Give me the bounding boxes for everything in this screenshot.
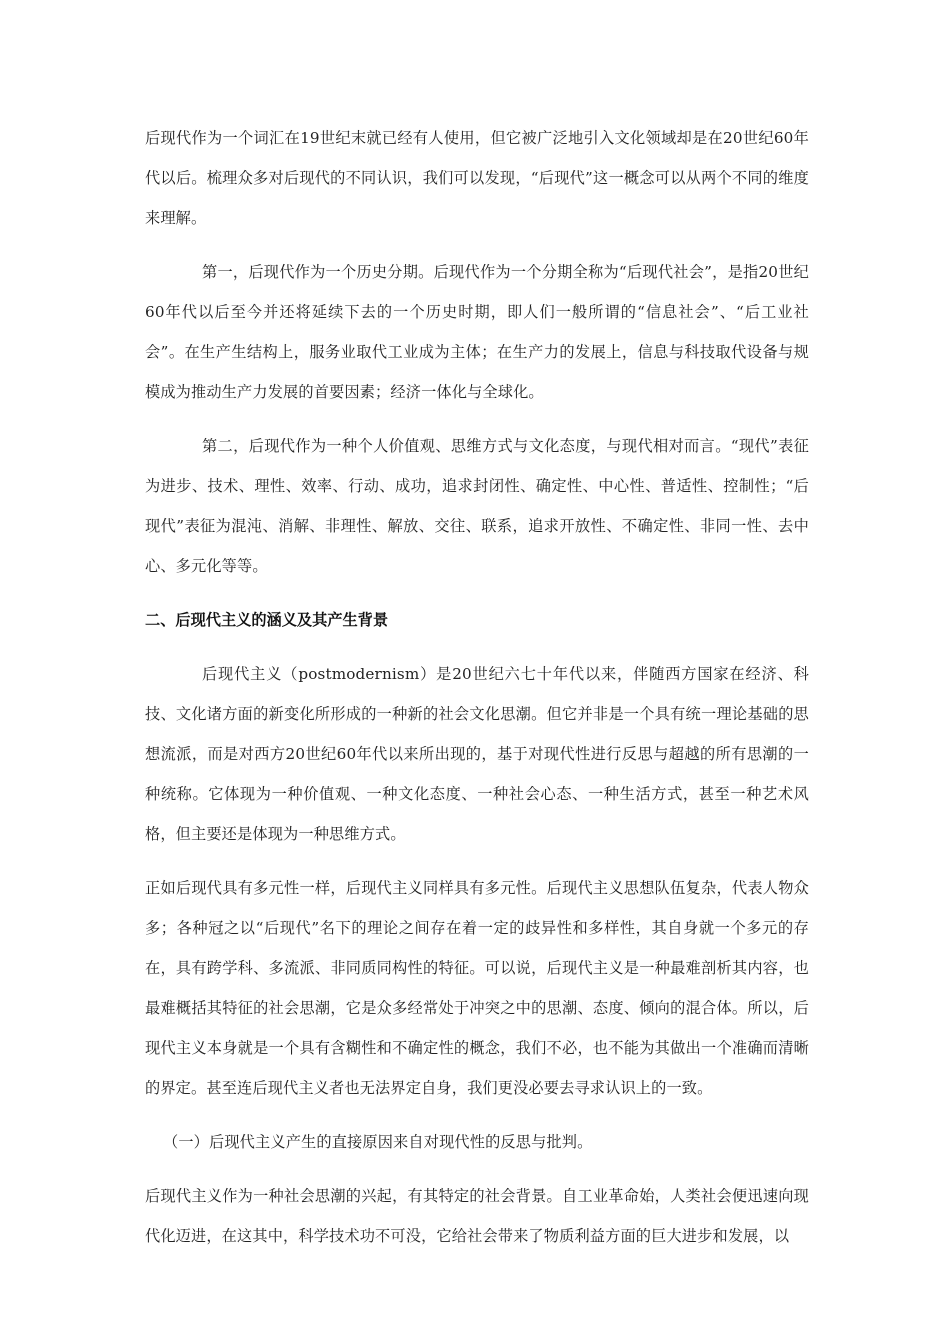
paragraph-pluralism: 正如后现代具有多元性一样，后现代主义同样具有多元性。后现代主义思想队伍复杂，代表人物众多；各种冠之以“后现代”名下的理论之间存在着一定的歧异性和多样性，其自身就一个多元的存在，具有跨学科、多流派、非同质同构性的特征。可以说，后现代主义是一种最难剖析其内容，也最难概括其特征的社会思潮，它是众多经常处于冲突之中的思潮、态度、倾向的混合体。所以，后现代主义本身就是一个具有含糊性和不确定性的概念，我们不必，也不能为其做出一个准确而清晰的界定。甚至连后现代主义者也无法界定自身，我们更没必要去寻求认识上的一致。 [145, 879, 809, 1097]
paragraph-gap [145, 238, 809, 252]
paragraph-postmodern-term: 后现代作为一个词汇在19世纪末就已经有人使用，但它被广泛地引入文化领域却是在20世纪60年代以后。梳理众多对后现代的不同认识，我们可以发现，“后现代”这一概念可以从两个不同的维度来理解。 [145, 129, 809, 227]
paragraph-value-thinking: 第二，后现代作为一种个人价值观、思维方式与文化态度，与现代相对而言。“现代”表征为进步、技术、理性、效率、行动、成功，追求封闭性、确定性、中心性、普适性、控制性；“后现代”表征为混沌、消解、非理性、解放、交往、联系，追求开放性、不确定性、非同一性、去中心、多元化等等。 [145, 437, 809, 575]
section-heading-two: 二、后现代主义的涵义及其产生背景 [145, 611, 388, 629]
document-body [145, 118, 809, 1256]
paragraph-gap [145, 1162, 809, 1176]
paragraph-historical-period: 第一，后现代作为一个历史分期。后现代作为一个分期全称为“后现代社会”，是指20世纪60年代以后至今并还将延续下去的一个历史时期，即人们一般所谓的“信息社会”、“后工业社会”。在生产生结构上，服务业取代工业成为主体；在生产力的发展上，信息与科技取代设备与规模成为推动生产力发展的首要因素；经济一体化与全球化。 [145, 263, 809, 401]
paragraph-postmodernism-definition: 后现代主义（postmodernism）是20世纪六七十年代以来，伴随西方国家在经济、科技、文化诸方面的新变化所形成的一种新的社会文化思潮。但它并非是一个具有统一理论基础的思想流派，而是对西方20世纪60年代以来所出现的，基于对现代性进行反思与超越的所有思潮的一种统称。它体现为一种价值观、一种文化态度、一种社会心态、一种生活方式，甚至一种艺术风格，但主要还是体现为一种思维方式。 [145, 665, 809, 843]
subsection-heading-one: （一）后现代主义产生的直接原因来自对现代性的反思与批判。 [163, 1133, 593, 1151]
paragraph-social-background: 后现代主义作为一种社会思潮的兴起，有其特定的社会背景。自工业革命始，人类社会便迅速向现代化迈进，在这其中，科学技术功不可没，它给社会带来了物质利益方面的巨大进步和发展，以 [145, 1187, 809, 1245]
paragraph-gap [145, 854, 809, 868]
paragraph-gap [145, 586, 809, 600]
paragraph-gap [145, 1108, 809, 1122]
paragraph-gap [145, 640, 809, 654]
paragraph-gap [145, 412, 809, 426]
